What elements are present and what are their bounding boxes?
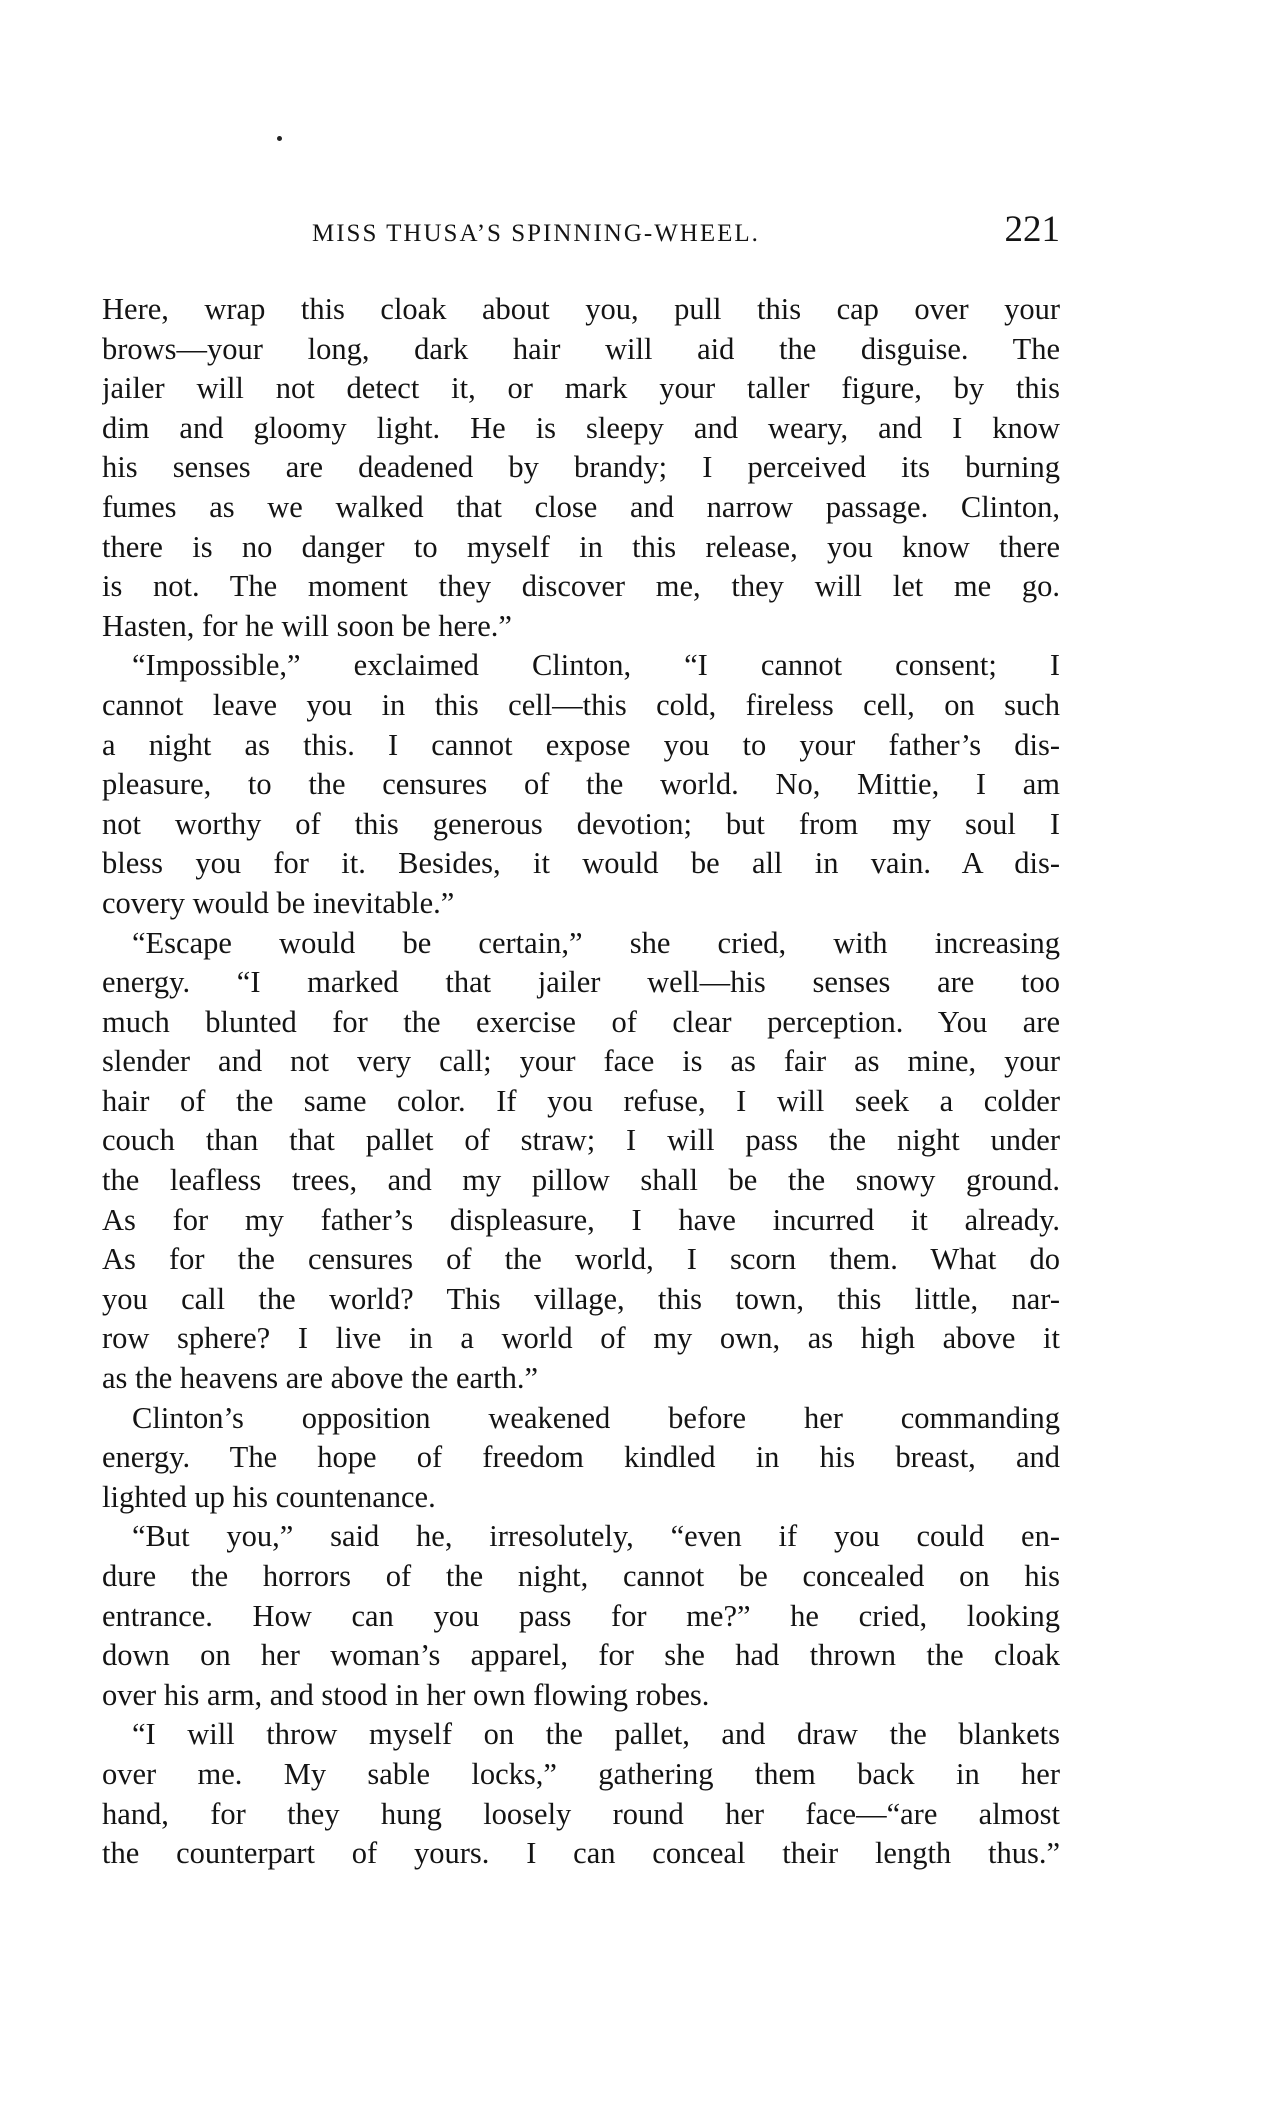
- paragraph: [102, 924, 1060, 1399]
- page-header: [102, 208, 1060, 256]
- text-line: not worthy of this generous devotion; but from my soul I: [102, 806, 1060, 841]
- text-line: as the heavens are above the earth.”: [102, 1361, 539, 1396]
- text-line: hair of the same color. If you refuse, I will seek a colder: [102, 1083, 1060, 1118]
- text-line: bless you for it. Besides, it would be all in vain. A dis-: [102, 846, 1060, 881]
- paragraph: [102, 1517, 1060, 1715]
- text-line: pleasure, to the censures of the world. No, Mittie, I am: [102, 767, 1060, 802]
- text-line: Hasten, for he will soon be here.”: [102, 608, 512, 643]
- text-line: energy. “I marked that jailer well—his senses are too: [102, 965, 1060, 1000]
- text-line: Clinton’s opposition weakened before her commanding: [132, 1400, 1060, 1435]
- page-number: 221: [1004, 209, 1060, 250]
- text-line: covery would be inevitable.”: [102, 885, 455, 920]
- text-line: “Escape would be certain,” she cried, with increasing: [132, 925, 1060, 960]
- text-line: brows—your long, dark hair will aid the disguise. The: [102, 331, 1060, 366]
- text-line: row sphere? I live in a world of my own, as high above it: [102, 1321, 1060, 1356]
- text-line: lighted up his countenance.: [102, 1479, 436, 1514]
- text-line: a night as this. I cannot expose you to your father’s dis-: [102, 727, 1060, 762]
- text-line: is not. The moment they discover me, they will let me go.: [102, 569, 1060, 604]
- text-line: dim and gloomy light. He is sleepy and weary, and I know: [102, 410, 1060, 445]
- text-line: down on her woman’s apparel, for she had thrown the cloak: [102, 1638, 1060, 1673]
- text-line: “Impossible,” exclaimed Clinton, “I cannot consent; I: [132, 648, 1060, 683]
- paragraph: [102, 1715, 1060, 1873]
- text-line: cannot leave you in this cell—this cold, fireless cell, on such: [102, 687, 1060, 722]
- text-line: much blunted for the exercise of clear perception. You are: [102, 1004, 1060, 1039]
- text-line: over me. My sable locks,” gathering them back in her: [102, 1756, 1060, 1791]
- text-line: dure the horrors of the night, cannot be concealed on his: [102, 1559, 1060, 1593]
- text-line: “I will throw myself on the pallet, and draw the blankets: [132, 1717, 1060, 1752]
- text-line: there is no danger to myself in this release, you know there: [102, 529, 1060, 564]
- text-line: over his arm, and stood in her own flowing robes.: [102, 1677, 710, 1712]
- text-line: the counterpart of yours. I can conceal their length thus.”: [102, 1836, 1060, 1871]
- body-text: [102, 290, 1060, 1874]
- text-line: slender and not very call; your face is as fair as mine, your: [102, 1044, 1060, 1079]
- text-line: entrance. How can you pass for me?” he cried, looking: [102, 1598, 1060, 1633]
- text-line: fumes as we walked that close and narrow passage. Clinton,: [102, 489, 1060, 524]
- text-line: the leafless trees, and my pillow shall be the snowy ground.: [102, 1163, 1060, 1198]
- paragraph: [102, 646, 1060, 923]
- text-line: Here, wrap this cloak about you, pull this cap over your: [102, 292, 1060, 326]
- text-line: As for my father’s displeasure, I have incurred it already.: [102, 1202, 1060, 1237]
- text-line: his senses are deadened by brandy; I perceived its burning: [102, 450, 1060, 485]
- ink-speck: [277, 136, 282, 141]
- text-line: you call the world? This village, this town, this little, nar-: [102, 1281, 1060, 1316]
- text-line: “But you,” said he, irresolutely, “even if you could en-: [132, 1519, 1060, 1554]
- text-line: hand, for they hung loosely round her face—“are almost: [102, 1796, 1060, 1831]
- text-line: jailer will not detect it, or mark your taller figure, by this: [102, 371, 1060, 406]
- paragraph: [102, 1399, 1060, 1518]
- paragraph: [102, 290, 1060, 646]
- text-line: As for the censures of the world, I scorn them. What do: [102, 1242, 1060, 1277]
- text-line: couch than that pallet of straw; I will pass the night under: [102, 1123, 1060, 1158]
- running-title: MISS THUSA’S SPINNING-WHEEL.: [312, 220, 760, 247]
- text-line: energy. The hope of freedom kindled in his breast, and: [102, 1440, 1060, 1475]
